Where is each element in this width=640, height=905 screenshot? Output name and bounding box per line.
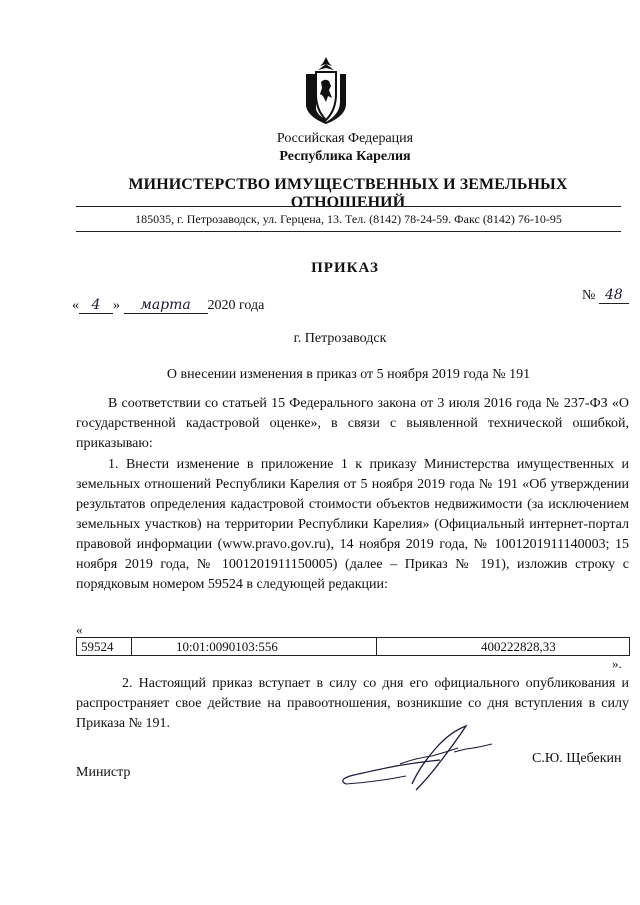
number-prefix: № [582,288,596,303]
date-quote-right: » [113,298,120,313]
ministry-name: МИНИСТЕРСТВО ИМУЩЕСТВЕННЫХ И ЗЕМЕЛЬНЫХ ОТНОШЕНИЙ [128,176,568,211]
document-title: ПРИКАЗ [311,260,379,276]
date-quote-left: « [72,298,79,313]
signer-name: С.Ю. Щебекин [532,751,622,766]
order-number [582,287,629,304]
cadastral-value-cell: 400222828,33 [377,638,630,656]
amendment-table [76,637,630,656]
row-number-cell: 59524 [77,638,132,656]
date-day: 4 [79,297,113,314]
preamble-paragraph: В соответствии со статьей 15 Федерального закона от 3 июля 2016 года № 237-ФЗ «О государственной кадастровой оценке», в связи с выявленной технической ошибкой, приказываю: [76,396,629,451]
order-date [72,297,264,314]
table-quote-open: « [76,622,83,637]
ministry-address: 185035, г. Петрозаводск, ул. Герцена, 13. Тел. (8142) 78-24-59. Факс (8142) 76-10-95 [135,212,562,226]
order-city: г. Петрозаводск [293,331,387,346]
handwritten-signature [336,722,496,792]
date-month: марта [124,297,208,314]
header-divider-bottom [76,231,621,232]
header-divider-top [76,206,621,207]
signer-position: Министр [76,765,131,780]
table-row [77,638,630,656]
republic-name: Республика Карелия [279,149,411,164]
clause-1-paragraph: 1. Внести изменение в приложение 1 к приказу Министерства имущественных и земельных отношений Республики Карелия от 5 ноября 2019 года № 191 «Об утверждении результатов определения кадастровой стоимости объектов недвижимости (за исключением земельных участков) на территории Республики Карелия» (Официальный интернет-портал правовой информации (www.pravo.gov.ru), 14 ноября 2019 года, № 1001201911140003; 15 ноября 2019 года, № 1001201911150005) (далее – Приказ № 191), изложив строку с порядковым номером 59524 в следующей редакции: [76,457,629,592]
karelia-coat-of-arms-icon [302,56,350,124]
table-quote-close: ». [612,656,622,671]
number-value: 48 [599,287,629,304]
cadastral-number-cell: 10:01:0090103:556 [132,638,377,656]
order-subject: О внесении изменения в приказ от 5 ноября 2019 года № 191 [166,367,531,382]
clause-2-paragraph: 2. Настоящий приказ вступает в силу со дня его официального опубликования и распространяет свое действие на правоотношения, возникшие со дня вступления в силу Приказа № 191. [76,676,629,731]
date-year: 2020 года [207,298,265,313]
country-name: Российская Федерация [276,131,414,146]
